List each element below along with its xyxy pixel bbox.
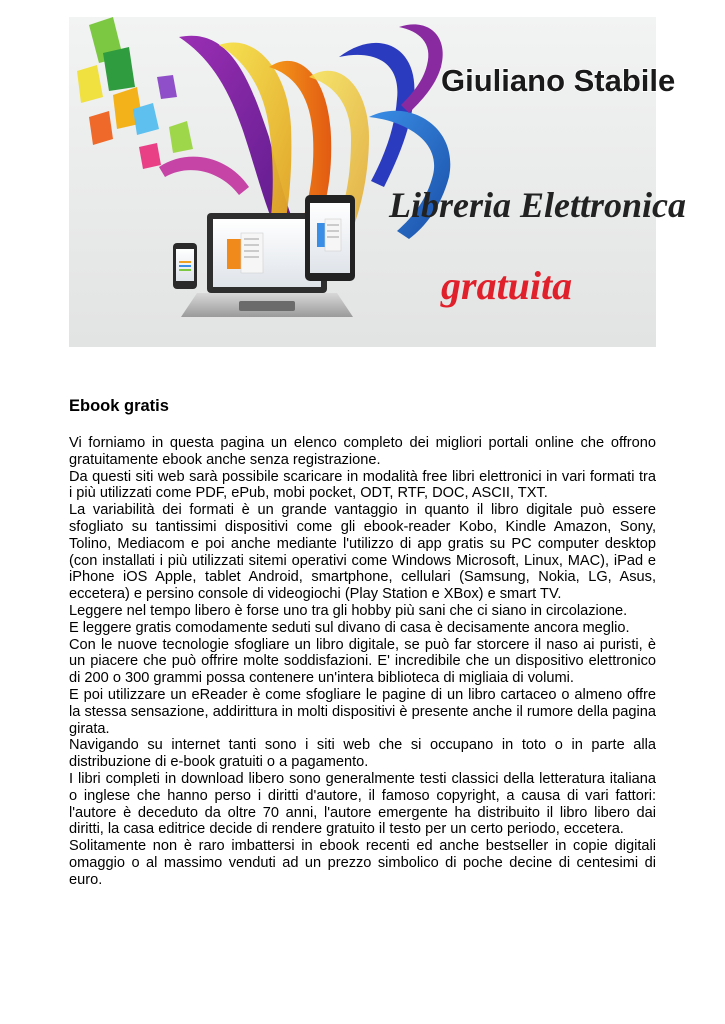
tablet-icon: [305, 195, 355, 281]
banner-tagline: gratuita: [441, 263, 573, 308]
paragraph: La variabilità dei formati è un grande vantaggio in quanto il libro digitale può essere sfogliato su tantissimi dispositivi come gli ebook-reader Kobo, Kindle Amazon, Sony, Tolino, Mediacom e poi anche mediante l'utilizzo di app gratis su PC computer desktop (con installati i più utilizzati sitemi operativi come Windows Microsoft, Linux, MAC), iPad e iPhone iOS Apple, tablet Android, smartphone, cellulari (Samsung, Nokia, LG, Asus, eccetera) e persino console di videogiochi (Play Station e XBox) e smart TV.: [69, 502, 656, 603]
paragraph: Vi forniamo in questa pagina un elenco completo dei migliori portali online che offrono gratuitamente ebook anche senza registrazione.: [69, 435, 656, 468]
article-body: [69, 435, 656, 889]
smartphone-icon: [173, 243, 197, 289]
paragraph: E leggere gratis comodamente seduti sul divano di casa è decisamente ancora meglio.: [69, 619, 630, 636]
header-banner: [69, 17, 686, 347]
paragraph: I libri completi in download libero sono generalmente testi classici della letteratura italiana o inglese che hanno perso i diritti d'autore, il famoso copyright, a causa di vari fattori: l'autore è deceduto da oltre 70 anni, l'autore emergente ha distribuito il libro libero dai diritti, la casa editrice decide di rendere gratuito il testo per un certo periodo, eccetera.: [69, 770, 656, 838]
paragraph: Navigando su internet tanti sono i siti web che si occupano in toto o in parte alla distribuzione di e-book gratuiti o a pagamento.: [69, 737, 656, 771]
paragraph: Leggere nel tempo libero è forse uno tra gli hobby più sani che ci siano in circolazione.: [69, 602, 628, 619]
paragraph: Con le nuove tecnologie sfogliare un libro digitale, se può far storcere il naso ai puristi, è un piacere che può offrire molte soddisfazioni. E' incredibile che un dispositivo elettronico di 200 o 300 grammi possa contenere un'intera biblioteca di migliaia di volumi.: [69, 636, 656, 687]
paragraph: Solitamente non è raro imbattersi in ebook recenti ed anche bestseller in copie digitali omaggio o al massimo venduti ad un prezzo simbolico di poche decine di centesimi di euro.: [69, 838, 656, 888]
banner-illustration: [69, 17, 686, 347]
page-title: Ebook gratis: [69, 397, 169, 415]
banner-author: Giuliano Stabile: [441, 63, 676, 98]
paragraph: E poi utilizzare un eReader è come sfogliare le pagine di un libro cartaceo o almeno offre la stessa sensazione, addirittura in molti dispositivi è presente anche il rumore della pagina girata.: [69, 686, 656, 737]
paragraph: Da questi siti web sarà possibile scaricare in modalità free libri elettronici in vari formati tra i più utilizzati come PDF, ePub, mobi pocket, ODT, RTF, DOC, ASCII, TXT.: [69, 468, 656, 502]
banner-subtitle: Libreria Elettronica: [389, 185, 686, 225]
